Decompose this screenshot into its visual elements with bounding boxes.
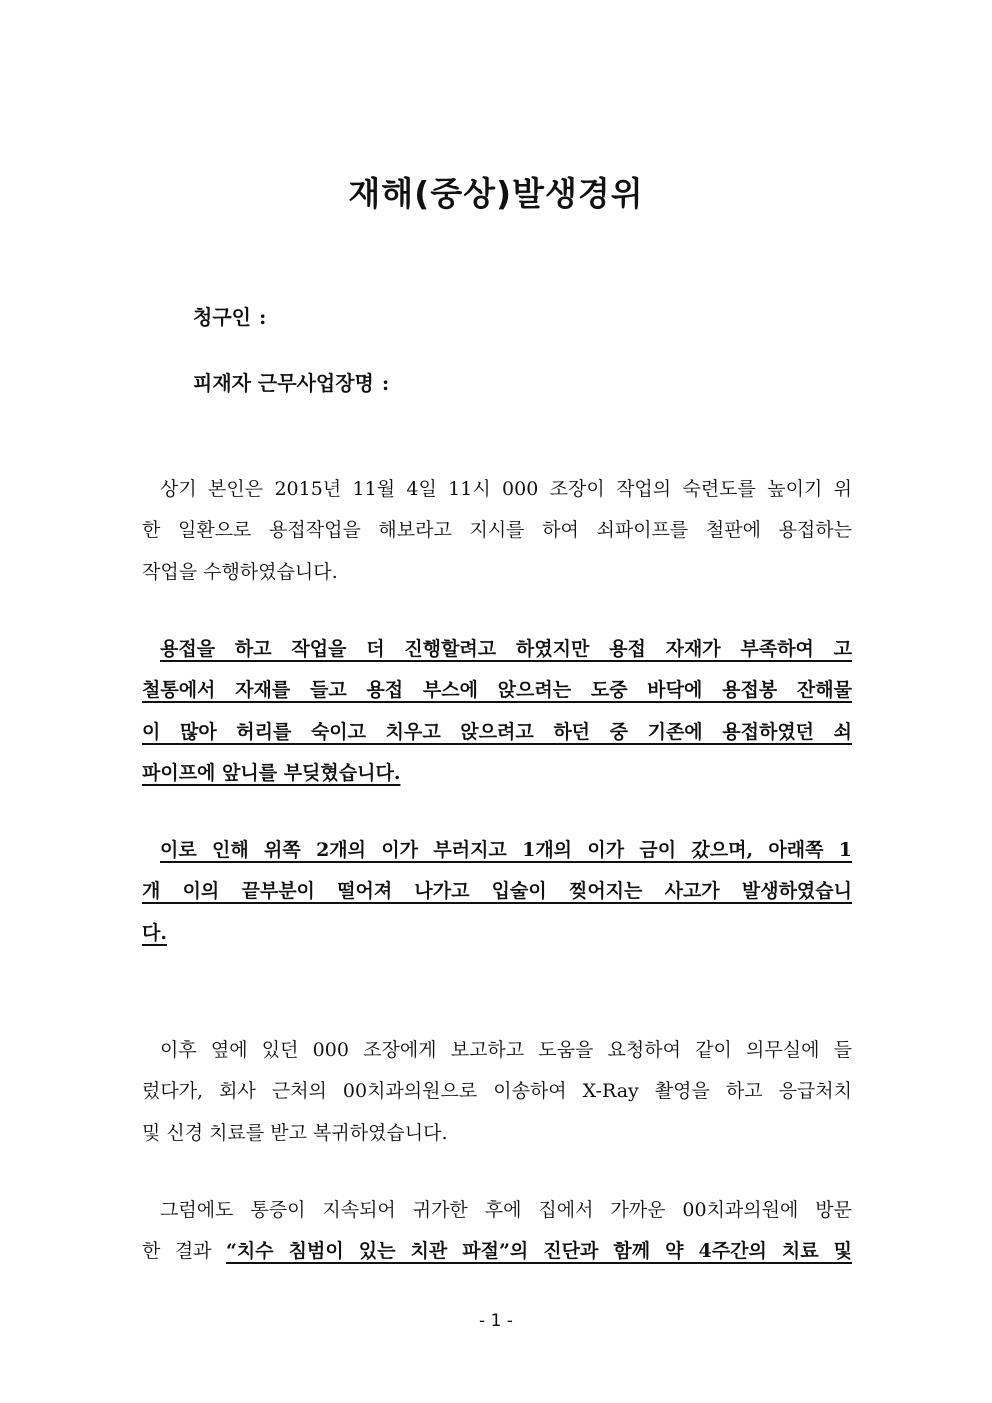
paragraph-first-treatment bbox=[142, 1030, 852, 1154]
paragraph-incident-intro bbox=[142, 469, 852, 593]
paragraph-line: 다. bbox=[142, 921, 167, 944]
paragraph-line: 이 많아 허리를 숙이고 치우고 앉으려고 하던 중 기존에 용접하였던 쇠 bbox=[142, 720, 852, 743]
paragraph-line: 철통에서 자재를 들고 용접 부스에 앉으려는 도중 바닥에 용접봉 잔해물 bbox=[142, 679, 852, 702]
workplace-value: : bbox=[381, 371, 390, 395]
paragraph-line: 작업을 수행하였습니다. bbox=[142, 560, 338, 583]
paragraph-line: 한 결과 “치수 침범이 있는 치관 파절”의 진단과 함께 약 4주간의 치료 및 bbox=[142, 1240, 852, 1263]
page-title: 재해(중상)발생경위 bbox=[348, 174, 644, 213]
claimant-value: : bbox=[258, 305, 267, 329]
paragraph-line: 파이프에 앞니를 부딪혔습니다. bbox=[142, 761, 401, 784]
paragraph-line: 및 신경 치료를 받고 복귀하였습니다. bbox=[142, 1121, 448, 1144]
paragraph-line: 한 일환으로 용접작업을 해보라고 지시를 하여 쇠파이프를 철판에 용접하는 bbox=[142, 519, 852, 542]
diagnosis-emphasis: “치수 침범이 있는 치관 파절”의 진단과 함께 약 4주간의 치료 및 bbox=[226, 1240, 852, 1263]
page-number: - 1 - bbox=[479, 1311, 513, 1331]
paragraph-line: 그럼에도 통증이 지속되어 귀가한 후에 집에서 가까운 00치과의원에 방문 bbox=[160, 1199, 852, 1221]
paragraph-injury bbox=[142, 830, 852, 954]
paragraph-line: 이로 인해 위쪽 2개의 이가 부러지고 1개의 이가 금이 갔으며, 아래쪽 1 bbox=[160, 839, 852, 861]
paragraph-incident-detail bbox=[142, 629, 852, 794]
claimant-field bbox=[193, 303, 266, 331]
workplace-field bbox=[193, 369, 389, 397]
workplace-label: 피재자 근무사업장명 bbox=[193, 371, 374, 395]
claimant-label: 청구인 bbox=[193, 305, 251, 329]
paragraph-line: 이후 옆에 있던 000 조장에게 보고하고 도움을 요청하여 같이 의무실에 들 bbox=[160, 1039, 852, 1061]
paragraph-diagnosis bbox=[142, 1190, 852, 1273]
paragraph-line: 상기 본인은 2015년 11월 4일 11시 000 조장이 작업의 숙련도를 높이기 위 bbox=[160, 478, 852, 500]
paragraph-line: 용접을 하고 작업을 더 진행할려고 하였지만 용접 자재가 부족하여 고 bbox=[160, 638, 852, 660]
paragraph-line: 개 이의 끝부분이 떨어져 나가고 입술이 찢어지는 사고가 발생하였습니 bbox=[142, 880, 852, 903]
paragraph-line: 렀다가, 회사 근처의 00치과의원으로 이송하여 X-Ray 촬영을 하고 응급처치 bbox=[142, 1080, 852, 1103]
